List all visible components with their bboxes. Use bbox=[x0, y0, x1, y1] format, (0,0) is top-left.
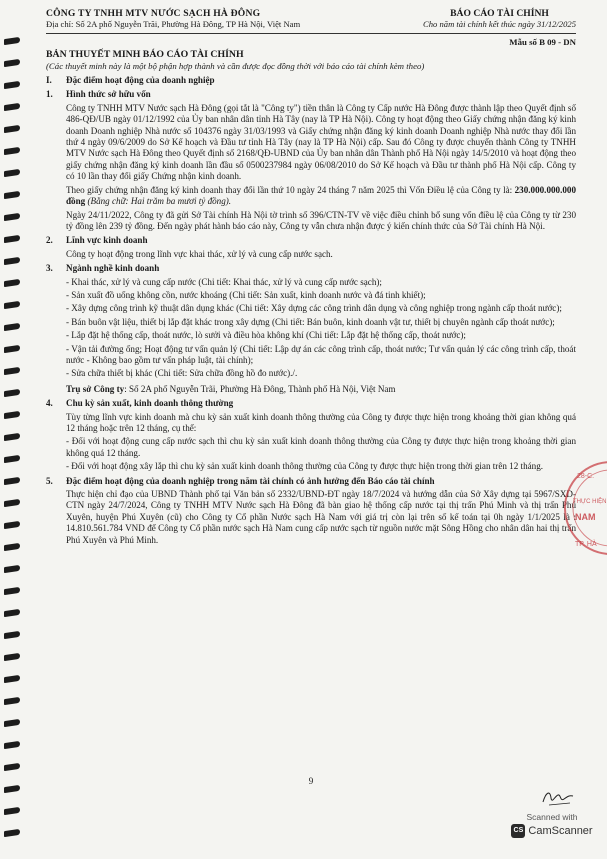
report-period: Cho năm tài chính kết thúc ngày 31/12/2025 bbox=[423, 19, 576, 30]
spiral-binding bbox=[0, 38, 28, 848]
page-header bbox=[46, 8, 576, 34]
list-item: - Sửa chữa thiết bị khác (Chi tiết: Sửa chữa đồng hồ đo nước)./. bbox=[66, 368, 298, 379]
svg-text:28-C.: 28-C. bbox=[577, 473, 595, 480]
company-address: Địa chỉ: Số 2A phố Nguyễn Trãi, Phường Hà Đông, TP Hà Nội, Việt Nam bbox=[46, 19, 301, 30]
list-item: - Vận tải đường ống; Hoạt động tư vấn quản lý (Chi tiết: Lập dự án các công trình cấp, thoát nước; Tư vấn quản lý các công trình cấp, thoát nước - Không bao gồm tư vấn pháp luật, tài chính); bbox=[66, 343, 576, 365]
camscanner-logo-icon: CS bbox=[511, 824, 525, 838]
paragraph: Tùy từng lĩnh vực kinh doanh mà chu kỳ sản xuất kinh doanh thông thường của Công ty được thực hiện trong khoảng thời gian không quá 12 tháng hoặc trên 12 tháng, cụ thể: bbox=[66, 411, 576, 433]
paragraph: Ngày 24/11/2022, Công ty đã gửi Sở Tài chính Hà Nội tờ trình số 396/CTN-TV về việc điều chỉnh bổ sung vốn điều lệ của Công ty từ 230 tỷ đồng lên 239 tỷ đồng. Đến ngày phát hành báo cáo này, Công ty vẫn chưa nhận được ý kiến chính thức của Sở Tài chính Hà Nội. bbox=[66, 209, 576, 231]
svg-text:THỰC HIỆN: THỰC HIỆN bbox=[573, 499, 607, 505]
handwritten-signature bbox=[540, 786, 576, 808]
paragraph: - Đối với hoạt động xây lắp thì chu kỳ sản xuất kinh doanh thông thường của Công ty được thực hiện trong thời gian trên 12 tháng. bbox=[66, 461, 544, 472]
section-heading: I. Đặc điểm hoạt động của doanh nghiệp bbox=[46, 75, 215, 86]
form-number: Mẫu số B 09 - DN bbox=[509, 36, 576, 47]
charter-capital: 230.000.000.000 đồng bbox=[66, 184, 576, 207]
camscanner-watermark bbox=[503, 812, 601, 852]
paragraph: Công ty TNHH MTV Nước sạch Hà Đông (gọi tắt là "Công ty") tiền thân là Công ty Cấp nước Hà Đông được thành lập theo Quyết định số 486-QĐ/UB ngày 01/12/1992 của Ủy ban nhân dân tỉnh Hà Tây (nay là TP Hà Nội). Công ty hoạt động theo Giấy chứng nhận đăng ký kinh doanh Doanh nghiệp Nhà nước số 104376 ngày 31/03/1993 và Giấy chứng nhận đăng ký kinh doanh Doanh nghiệp Nhà nước thay đổi lần thứ 4 ngày 09/6/2009 do Sở Kế hoạch và Đầu tư tỉnh Hà Tây (nay là TP Hà Nội) cấp. Sau đó Công ty được chuyển thành Công ty TNHH MTV Nước sạch Hà Đông theo Quyết định số 2168/QĐ-UBND của Ủy ban nhân dân Thành phố Hà Nội ngày 14/5/2010 và hoạt động theo giấy chứng nhận đăng ký kinh doanh lần đầu số 0500237984 ngày 06/08/2010 do Sở Kế hoạch và Đầu tư thành phố Hà Nội cấp. Công ty có 10 lần thay đổi giấy Chứng nhận kinh doanh. bbox=[66, 102, 576, 182]
subsection-heading: 2. Lĩnh vực kinh doanh bbox=[46, 235, 148, 246]
camscanner-name: CamScanner bbox=[528, 825, 593, 837]
svg-text:NAM: NAM bbox=[575, 512, 596, 522]
paragraph: - Đối với hoạt động cung cấp nước sạch thì chu kỳ sản xuất kinh doanh thông thường của Công ty được thực hiện trong khoảng thời gian không quá 12 tháng. bbox=[66, 436, 576, 458]
list-item: - Xây dựng công trình kỹ thuật dân dụng khác (Chi tiết: Xây dựng các công trình dân dụng và công nghiệp trong ngành cấp thoát nước); bbox=[66, 303, 562, 314]
subsection-heading: 4. Chu kỳ sản xuất, kinh doanh thông thường bbox=[46, 398, 234, 409]
list-item: - Khai thác, xử lý và cung cấp nước (Chi tiết: Khai thác, xử lý và cung cấp nước sạch); bbox=[66, 276, 382, 287]
document-subtitle: (Các thuyết minh này là một bộ phận hợp thành và cần được đọc đồng thời với báo cáo tài chính kèm theo) bbox=[46, 60, 425, 71]
list-item: - Lắp đặt hệ thống cấp, thoát nước, lò sưởi và điều hòa không khí (Chi tiết: Lắp đặt hệ thống cấp, thoát nước); bbox=[66, 330, 466, 341]
document-page bbox=[46, 8, 576, 786]
report-title: BÁO CÁO TÀI CHÍNH bbox=[450, 8, 549, 19]
red-seal-stamp bbox=[563, 448, 607, 568]
document-title: BẢN THUYẾT MINH BÁO CÁO TÀI CHÍNH bbox=[46, 49, 244, 61]
company-name: CÔNG TY TNHH MTV NƯỚC SẠCH HÀ ĐÔNG bbox=[46, 8, 261, 19]
subsection-heading: 1. Hình thức sở hữu vốn bbox=[46, 89, 151, 100]
list-item: - Bán buôn vật liệu, thiết bị lắp đặt khác trong xây dựng (Chi tiết: Bán buôn, kinh doanh vật tư, thiết bị chuyên ngành cấp thoát nước); bbox=[66, 316, 555, 327]
headquarters-line: Trụ sở Công ty: Số 2A phố Nguyễn Trãi, Phường Hà Đông, Thành phố Hà Nội, Việt Nam bbox=[66, 383, 396, 394]
paragraph: Theo giấy chứng nhận đăng ký kinh doanh thay đổi lần thứ 10 ngày 24 tháng 7 năm 2025 thì Vốn Điều lệ của Công ty là: 230.000.000.000 đồng (Bằng chữ: Hai trăm ba mươi tỷ đồng). bbox=[66, 184, 576, 207]
paragraph: Thực hiện chỉ đạo của UBND Thành phố tại Văn bản số 2332/UBND-ĐT ngày 18/7/2024 và hướng dẫn của Sở Xây dựng tại 5967/SXD-CTN ngày 24/7/2024, Công ty TNHH MTV Nước sạch Hà Đông đã bàn giao hệ thống cấp nước tại thị trấn Phú Minh và thị trấn Phú Xuyên, huyện Phú Xuyên (cũ) cho Công ty Cổ phần Nước sạch Hà Nam với giá trị còn lại trên số kế toán tại 0h ngày 1/1/2025 là : 14.810.561.784 VND để Công ty Cổ phần nước sạch Hà Nam cung cấp nước sạch từ nguồn nước mặt Sông Hồng cho nhân dân hai thị trấn Phú Xuyên và Phú Minh. bbox=[66, 489, 576, 545]
page-number: 9 bbox=[308, 776, 314, 786]
paragraph: Công ty hoạt động trong lĩnh vực khai thác, xử lý và cung cấp nước sạch. bbox=[66, 248, 333, 259]
subsection-heading: 5. Đặc điểm hoạt động của doanh nghiệp trong năm tài chính có ảnh hưởng đến Báo cáo tài chính bbox=[46, 475, 435, 486]
subsection-heading: 3. Ngành nghề kinh doanh bbox=[46, 263, 160, 274]
list-item: - Sản xuất đồ uống không cồn, nước khoáng (Chi tiết: Sản xuất, kinh doanh nước và đá tinh khiết); bbox=[66, 289, 426, 300]
svg-text:TP. HÀ: TP. HÀ bbox=[575, 541, 597, 548]
scanned-with-label: Scanned with bbox=[526, 812, 578, 822]
